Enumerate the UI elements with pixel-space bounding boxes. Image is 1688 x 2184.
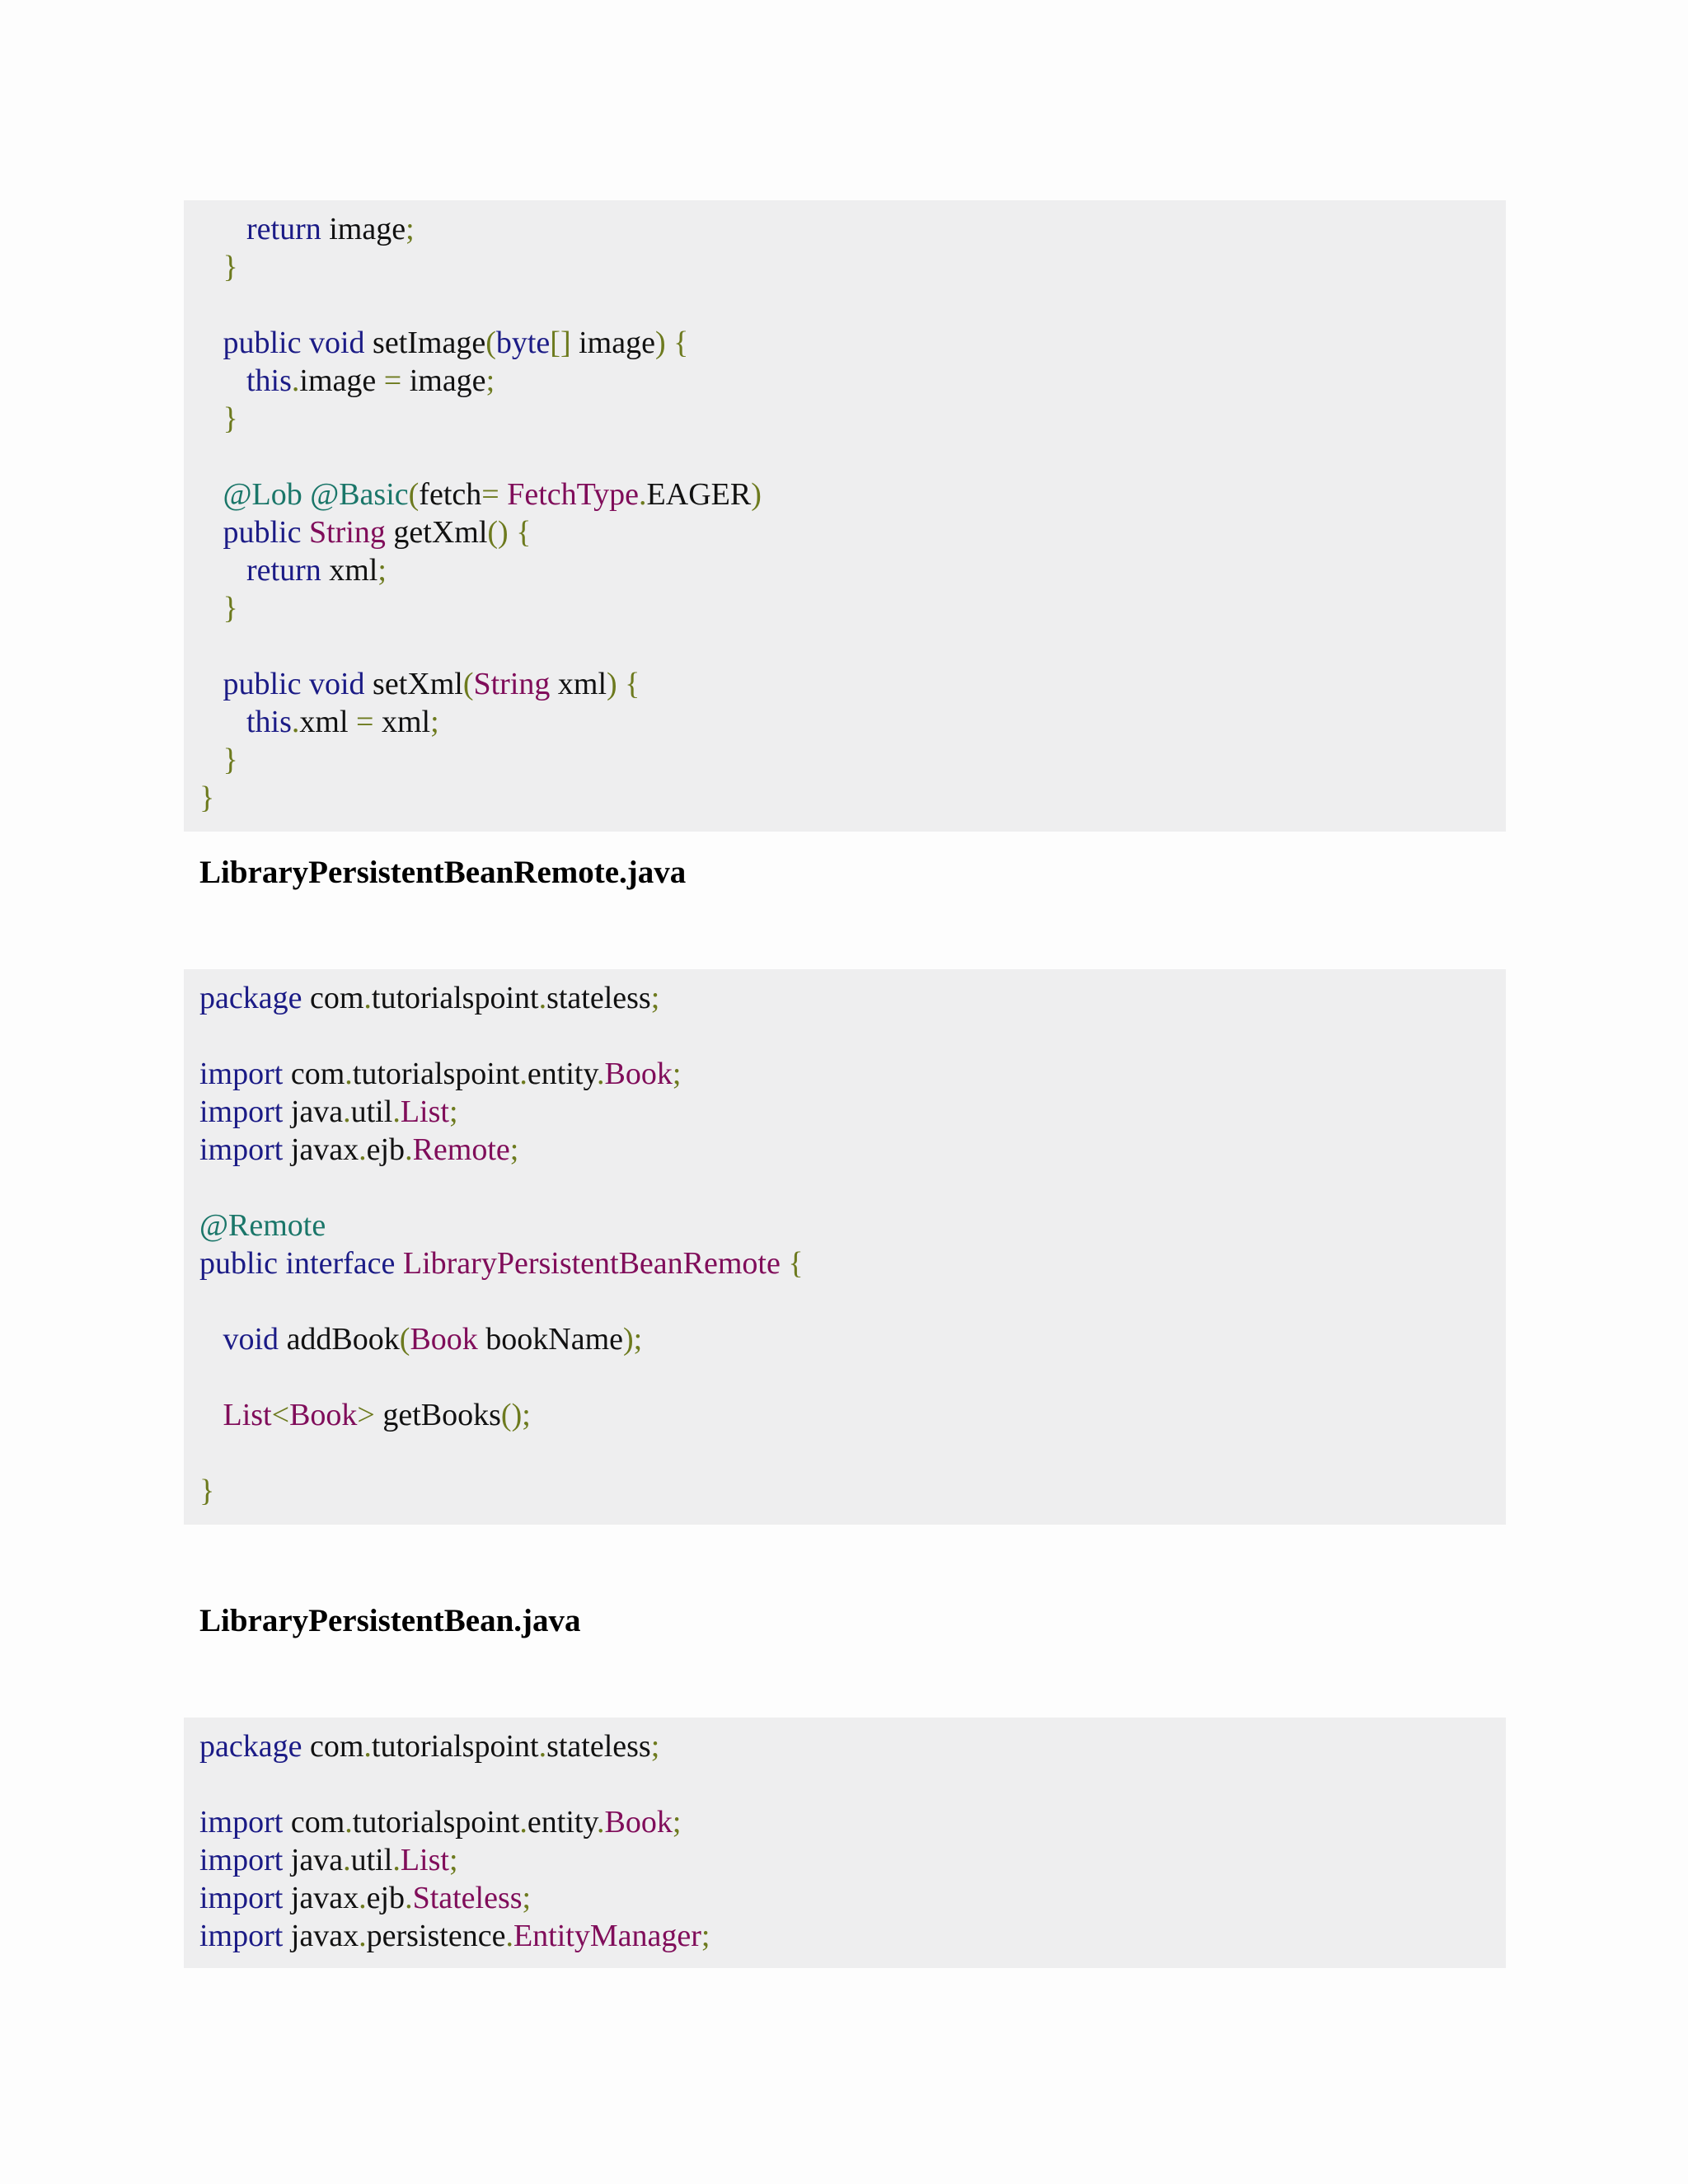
code-token <box>617 667 626 701</box>
code-token: ; <box>448 1843 458 1877</box>
code-token: ); <box>623 1322 643 1357</box>
code-token: javax <box>283 1132 359 1167</box>
code-token: . <box>291 363 300 398</box>
code-line <box>199 1472 1506 1510</box>
code-token: = <box>481 477 499 512</box>
code-token: @Remote <box>199 1208 326 1243</box>
code-token: List <box>223 1398 272 1432</box>
code-line <box>199 1803 1506 1841</box>
code-token: ( <box>485 326 496 360</box>
code-token <box>199 591 223 626</box>
code-line <box>199 1434 1506 1472</box>
code-token: javax <box>283 1919 359 1953</box>
code-token: . <box>538 981 547 1015</box>
code-line <box>199 1017 1506 1055</box>
code-token: . <box>519 1057 528 1091</box>
code-block-book-entity-tail <box>184 200 1506 832</box>
code-token: javax <box>283 1881 359 1915</box>
code-token: { <box>788 1246 804 1281</box>
code-token: com <box>283 1805 345 1840</box>
code-token: } <box>199 1474 215 1508</box>
code-line <box>199 1765 1506 1803</box>
code-token: (); <box>500 1398 531 1432</box>
code-token: = <box>383 363 402 398</box>
code-token: bookName <box>477 1322 624 1357</box>
code-line <box>199 1841 1506 1879</box>
code-token <box>199 667 223 701</box>
code-line <box>199 400 1506 438</box>
code-line <box>199 703 1506 741</box>
code-token: . <box>359 1919 367 1953</box>
code-token: < <box>271 1398 290 1432</box>
code-line <box>199 1396 1506 1434</box>
code-token: com <box>302 981 364 1015</box>
filename-heading-remote: LibraryPersistentBeanRemote.java <box>199 855 687 890</box>
code-token: image <box>570 326 655 360</box>
code-token: ejb <box>366 1132 406 1167</box>
code-line <box>199 210 1506 248</box>
code-token <box>395 1246 403 1281</box>
code-token: } <box>223 591 238 626</box>
code-token: ) <box>751 477 762 512</box>
code-token: . <box>345 1057 353 1091</box>
code-token: import <box>199 1132 284 1167</box>
code-token: void <box>308 667 365 701</box>
code-token: import <box>199 1881 284 1915</box>
code-token: public <box>223 667 302 701</box>
code-token <box>301 515 309 550</box>
code-line <box>199 1244 1506 1282</box>
code-token: . <box>291 705 300 739</box>
code-token: import <box>199 1057 284 1091</box>
code-token: ; <box>430 705 439 739</box>
code-token <box>199 1322 223 1357</box>
code-line <box>199 362 1506 400</box>
code-token: . <box>405 1132 413 1167</box>
code-token: getXml <box>385 515 488 550</box>
code-token: EAGER <box>646 477 752 512</box>
code-token <box>781 1246 789 1281</box>
code-token: persistence <box>366 1919 506 1953</box>
code-token: setXml <box>364 667 463 701</box>
code-token <box>199 515 223 550</box>
code-line <box>199 1727 1506 1765</box>
code-token: List <box>400 1843 449 1877</box>
code-token: } <box>223 401 238 436</box>
code-line <box>199 1879 1506 1917</box>
code-token: return <box>246 212 321 246</box>
code-token: } <box>223 743 238 777</box>
code-line <box>199 741 1506 779</box>
code-token: . <box>639 477 647 512</box>
code-block-remote-interface <box>184 969 1506 1525</box>
code-line <box>199 1282 1506 1320</box>
code-token: String <box>473 667 551 701</box>
code-token: . <box>359 1881 367 1915</box>
code-token: ; <box>509 1132 519 1167</box>
code-line <box>199 779 1506 817</box>
code-token: java <box>283 1843 344 1877</box>
code-token: . <box>392 1843 401 1877</box>
code-token: stateless <box>546 1729 651 1764</box>
code-token: return <box>246 553 321 588</box>
code-token: Book <box>604 1805 673 1840</box>
code-token: [] <box>550 326 571 360</box>
code-token: () <box>487 515 509 550</box>
code-token: > <box>357 1398 375 1432</box>
code-token: Book <box>604 1057 673 1091</box>
code-token: com <box>283 1057 345 1091</box>
code-token <box>199 743 223 777</box>
code-token: { <box>516 515 532 550</box>
code-token: String <box>308 515 386 550</box>
code-token: xml <box>321 553 378 588</box>
code-token: tutorialspoint <box>371 981 539 1015</box>
code-token: entity <box>527 1057 597 1091</box>
code-token: ; <box>377 553 387 588</box>
code-token: ejb <box>366 1881 406 1915</box>
code-token: void <box>308 326 365 360</box>
code-token: . <box>392 1094 401 1129</box>
code-token: ( <box>408 477 420 512</box>
code-token: . <box>363 1729 372 1764</box>
code-line <box>199 513 1506 551</box>
code-line <box>199 1169 1506 1207</box>
code-token: public <box>223 515 302 550</box>
code-line <box>199 324 1506 362</box>
code-token: ( <box>399 1322 410 1357</box>
code-token: Remote <box>412 1132 510 1167</box>
code-token: . <box>538 1729 547 1764</box>
code-token: byte <box>495 326 551 360</box>
code-token: this <box>246 705 292 739</box>
code-token <box>199 212 246 246</box>
code-token <box>199 477 223 512</box>
code-token: tutorialspoint <box>352 1805 520 1840</box>
code-token: void <box>223 1322 279 1357</box>
code-token <box>509 515 517 550</box>
code-token: com <box>302 1729 364 1764</box>
code-token: ; <box>522 1881 532 1915</box>
code-line <box>199 665 1506 703</box>
code-token: @Lob <box>223 477 302 512</box>
code-token: this <box>246 363 292 398</box>
code-token: public <box>223 326 302 360</box>
code-token: setImage <box>364 326 486 360</box>
code-token <box>199 401 223 436</box>
code-token: ) <box>607 667 617 701</box>
code-token: . <box>343 1094 351 1129</box>
code-token: . <box>405 1881 413 1915</box>
code-line <box>199 627 1506 665</box>
code-token: ; <box>485 363 495 398</box>
code-token: . <box>343 1843 351 1877</box>
code-token: interface <box>285 1246 396 1281</box>
code-token: xml <box>550 667 607 701</box>
code-token: import <box>199 1805 284 1840</box>
code-token: . <box>597 1805 605 1840</box>
code-token: . <box>345 1805 353 1840</box>
code-line <box>199 1320 1506 1358</box>
code-line <box>199 476 1506 513</box>
code-token <box>666 326 674 360</box>
code-token: { <box>673 326 689 360</box>
code-token <box>199 250 223 284</box>
code-token: EntityManager <box>513 1919 701 1953</box>
code-token: @Basic <box>310 477 409 512</box>
code-line <box>199 1093 1506 1131</box>
code-token: fetch <box>419 477 482 512</box>
code-token <box>301 326 309 360</box>
code-token <box>301 667 309 701</box>
code-token: addBook <box>279 1322 400 1357</box>
code-token: ; <box>672 1805 682 1840</box>
code-token: FetchType <box>507 477 640 512</box>
code-line <box>199 1131 1506 1169</box>
code-token: ; <box>650 1729 660 1764</box>
code-token: . <box>597 1057 605 1091</box>
code-token <box>199 363 246 398</box>
code-token: ; <box>406 212 415 246</box>
code-token <box>499 477 508 512</box>
code-token: . <box>359 1132 367 1167</box>
code-token: ; <box>448 1094 458 1129</box>
code-token: ) <box>654 326 666 360</box>
code-line <box>199 1917 1506 1955</box>
code-token: import <box>199 1094 284 1129</box>
code-token: ( <box>462 667 474 701</box>
code-token: image <box>321 212 406 246</box>
code-token: getBooks <box>374 1398 501 1432</box>
code-token: xml <box>373 705 431 739</box>
code-token: LibraryPersistentBeanRemote <box>402 1246 781 1281</box>
code-token: Book <box>410 1322 478 1357</box>
code-line <box>199 1358 1506 1396</box>
code-token: ; <box>701 1919 710 1953</box>
code-line <box>199 551 1506 589</box>
code-token: } <box>223 250 238 284</box>
code-token: tutorialspoint <box>371 1729 539 1764</box>
code-token: . <box>505 1919 513 1953</box>
code-token: . <box>363 981 372 1015</box>
code-token: image <box>401 363 486 398</box>
code-token <box>199 705 246 739</box>
code-token: ; <box>672 1057 682 1091</box>
code-token: stateless <box>546 981 651 1015</box>
code-token: package <box>199 1729 302 1764</box>
code-token: package <box>199 981 302 1015</box>
code-line <box>199 979 1506 1017</box>
code-token: { <box>625 667 640 701</box>
code-line <box>199 248 1506 286</box>
code-token <box>302 477 311 512</box>
code-token: import <box>199 1919 284 1953</box>
code-token <box>199 553 246 588</box>
code-token: java <box>283 1094 344 1129</box>
filename-heading-bean: LibraryPersistentBean.java <box>199 1603 581 1638</box>
code-line <box>199 286 1506 324</box>
code-token: . <box>519 1805 528 1840</box>
code-line <box>199 1055 1506 1093</box>
code-token: image <box>299 363 384 398</box>
code-token: = <box>356 705 374 739</box>
code-token: } <box>199 780 215 815</box>
code-token: List <box>400 1094 449 1129</box>
code-token: util <box>350 1843 393 1877</box>
code-line <box>199 438 1506 476</box>
code-line <box>199 589 1506 627</box>
code-token: Stateless <box>412 1881 523 1915</box>
code-token: ; <box>650 981 660 1015</box>
code-token: tutorialspoint <box>352 1057 520 1091</box>
code-block-bean-imports <box>184 1718 1506 1968</box>
code-token: public <box>199 1246 278 1281</box>
code-token: util <box>350 1094 393 1129</box>
code-token <box>199 1398 223 1432</box>
code-line <box>199 1207 1506 1244</box>
code-token <box>199 326 223 360</box>
code-token: entity <box>527 1805 597 1840</box>
code-token: import <box>199 1843 284 1877</box>
code-token: Book <box>289 1398 358 1432</box>
code-token: xml <box>299 705 357 739</box>
